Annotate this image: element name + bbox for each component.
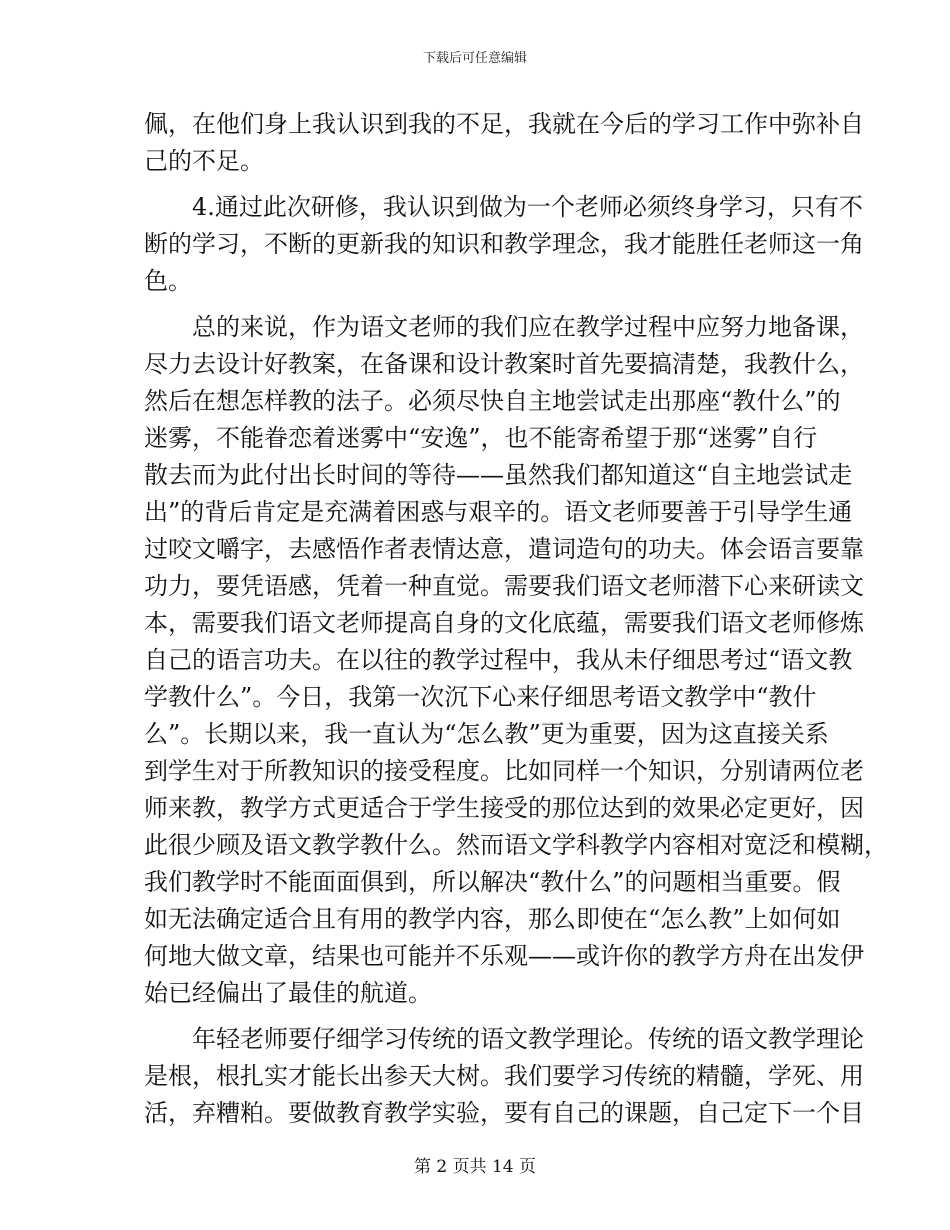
text-line: 何地大做文章，结果也可能并不乐观——或许你的教学方舟在出发伊 — [144, 942, 864, 970]
text-line: 年轻老师要仔细学习传统的语文教学理论。传统的语文教学理论 — [192, 1025, 864, 1053]
text-line: 色。 — [144, 267, 192, 295]
text-line: 断的学习，不断的更新我的知识和教学理念，我才能胜任老师这一角 — [144, 230, 864, 258]
text-line: 此很少顾及语文教学教什么。然而语文学科教学内容相对宽泛和模糊， — [144, 831, 888, 859]
text-line: 学教什么”。今日，我第一次沉下心来仔细思考语文教学中“教什 — [144, 683, 817, 711]
text-line: 4.通过此次研修，我认识到做为一个老师必须终身学习，只有不 — [192, 193, 863, 221]
text-line: 是根，根扎实才能长出参天大树。我们要学习传统的精髓，学死、用 — [144, 1062, 864, 1090]
paragraph-1 — [144, 106, 864, 180]
text-line: 始已经偏出了最佳的航道。 — [144, 979, 432, 1007]
text-line: 佩，在他们身上我认识到我的不足，我就在今后的学习工作中弥补自 — [144, 110, 864, 138]
text-line: 活，弃糟粕。要做教育教学实验，要有自己的课题，自己定下一个目 — [144, 1099, 864, 1127]
text-line: 散去而为此付出长时间的等待——虽然我们都知道这“自主地尝试走 — [144, 461, 853, 489]
paragraph-4 — [144, 1021, 864, 1132]
page-footer: 第 2 页共 14 页 — [413, 1157, 537, 1177]
text-line: 然后在想怎样教的法子。必须尽快自主地尝试走出那座“教什么”的 — [144, 387, 841, 415]
text-line: 如无法确定适合且有用的教学内容，那么即使在“怎么教”上如何如 — [144, 905, 841, 933]
text-line: 本，需要我们语文老师提高自身的文化底蕴，需要我们语文老师修炼 — [144, 609, 864, 637]
text-line: 功力，要凭语感，凭着一种直觉。需要我们语文老师潜下心来研读文 — [144, 572, 864, 600]
text-line: 过咬文嚼字，去感悟作者表情达意，遣词造句的功夫。体会语言要靠 — [144, 535, 864, 563]
text-line: 么”。长期以来，我一直认为“怎么教”更为重要，因为这直接关系 — [144, 720, 829, 748]
paragraph-3 — [144, 309, 888, 1012]
text-line: 师来教，教学方式更适合于学生接受的那位达到的效果必定更好，因 — [144, 794, 864, 822]
text-line: 总的来说，作为语文老师的我们应在教学过程中应努力地备课， — [192, 313, 864, 341]
page-content — [144, 106, 888, 1141]
text-line: 出”的背后肯定是充满着困惑与艰辛的。语文老师要善于引导学生通 — [144, 498, 853, 526]
text-line: 尽力去设计好教案，在备课和设计教案时首先要搞清楚，我教什么， — [144, 350, 864, 378]
text-line: 己的不足。 — [144, 147, 264, 175]
text-line: 到学生对于所教知识的接受程度。比如同样一个知识，分别请两位老 — [144, 757, 864, 785]
text-line: 迷雾，不能眷恋着迷雾中“安逸”，也不能寄希望于那“迷雾”自行 — [144, 424, 818, 452]
page-header: 下载后可任意编辑 — [422, 51, 527, 66]
text-line: 我们教学时不能面面俱到，所以解决“教什么”的问题相当重要。假 — [144, 868, 841, 896]
text-line: 自己的语言功夫。在以往的教学过程中，我从未仔细思考过“语文教 — [144, 646, 853, 674]
paragraph-2 — [144, 189, 864, 300]
